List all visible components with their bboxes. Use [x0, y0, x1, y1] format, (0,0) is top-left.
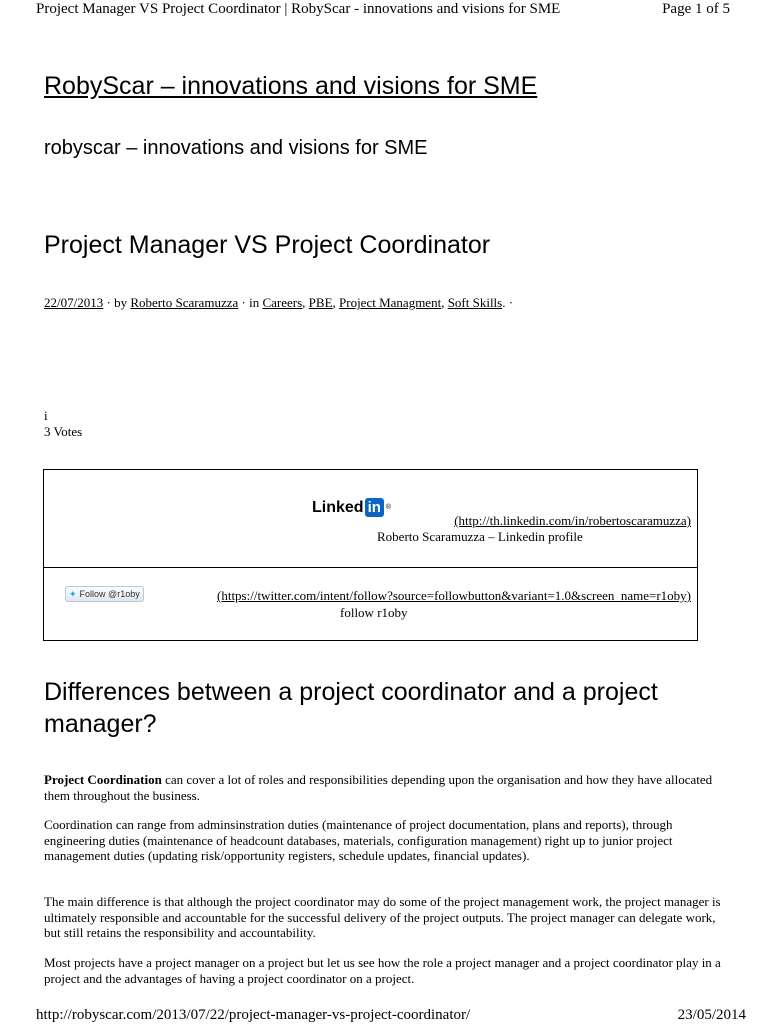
category-separator: ,	[332, 295, 336, 310]
print-footer-date: 23/05/2014	[677, 1007, 746, 1023]
site-title-link[interactable]: RobyScar – innovations and visions for SME	[44, 72, 538, 100]
rating-votes-count: 3 Votes	[44, 424, 83, 439]
paragraph-2: Coordination can range from adminsinstration duties (maintenance of project documentation, plans and reports), through engineering duties (maintenance of headcount databases, materials, configuration management) right up to junior project management duties (updating risk/opportunity registers, schedule updates, financial updates).	[44, 817, 673, 863]
meta-in-text: · in	[241, 295, 260, 310]
linkedin-logo-text: Linked	[312, 498, 364, 516]
site-subtitle: robyscar – innovations and visions for SME	[44, 137, 428, 159]
post-title: Project Manager VS Project Coordinator	[44, 231, 491, 259]
twitter-follow-button[interactable]	[65, 586, 144, 602]
linkedin-profile-link[interactable]: (http://th.linkedin.com/in/robertoscaramuzza)	[454, 513, 691, 528]
category-link-careers[interactable]: Careers	[262, 295, 303, 310]
linkedin-registered-mark: ®	[385, 504, 392, 511]
twitter-bird-icon: ✦	[69, 588, 77, 599]
linkedin-in-badge: in	[365, 498, 384, 517]
social-links-table	[43, 469, 698, 641]
category-link-project-managment[interactable]: Project Managment	[339, 295, 442, 310]
category-link-soft-skills[interactable]: Soft Skills	[447, 295, 503, 310]
meta-end-text: . ·	[502, 295, 514, 310]
print-header-title: Project Manager VS Project Coordinator | RobyScar - innovations and visions for SME	[36, 1, 561, 17]
category-link-pbe[interactable]: PBE	[308, 295, 333, 310]
table-divider	[44, 567, 697, 568]
twitter-follow-link[interactable]: (https://twitter.com/intent/follow?source=followbutton&variant=1.0&screen_name=r1oby)	[217, 588, 691, 603]
section-heading: Differences between a project coordinator and a project manager?	[44, 678, 658, 738]
rating-info-icon[interactable]: i	[44, 408, 48, 423]
post-meta	[44, 295, 513, 311]
rating-widget	[44, 408, 82, 440]
category-separator: ,	[441, 295, 445, 310]
category-separator: ,	[302, 295, 306, 310]
print-header-page-number: Page 1 of 5	[662, 1, 730, 17]
paragraph-1	[44, 772, 734, 803]
print-footer-url: http://robyscar.com/2013/07/22/project-manager-vs-project-coordinator/	[36, 1007, 471, 1023]
paragraph-3: The main difference is that although the project coordinator may do some of the project management work, the project manager is ultimately responsible and accountable for the successful delivery of the project outputs. The project manager can delegate work, but still retains the responsibility and accountability.	[44, 894, 721, 940]
linkedin-logo-icon[interactable]	[312, 498, 391, 517]
paragraph-1-text: can cover a lot of roles and responsibilities depending upon the organisation and how they have allocated them throughout the business.	[44, 772, 713, 803]
paragraph-1-bold-lead: Project Coordination	[44, 772, 162, 787]
twitter-follow-label: Follow @r1oby	[79, 589, 140, 599]
linkedin-caption: Roberto Scaramuzza – Linkedin profile	[377, 529, 583, 544]
paragraph-4: Most projects have a project manager on a project but let us see how the role a project manager and a project coordinator play in a project and the advantages of having a project coordinator on a project.	[44, 955, 721, 986]
twitter-caption: follow r1oby	[340, 605, 408, 620]
post-date-link[interactable]: 22/07/2013	[44, 295, 104, 310]
author-link[interactable]: Roberto Scaramuzza	[130, 295, 239, 310]
meta-by-text: · by	[106, 295, 128, 310]
